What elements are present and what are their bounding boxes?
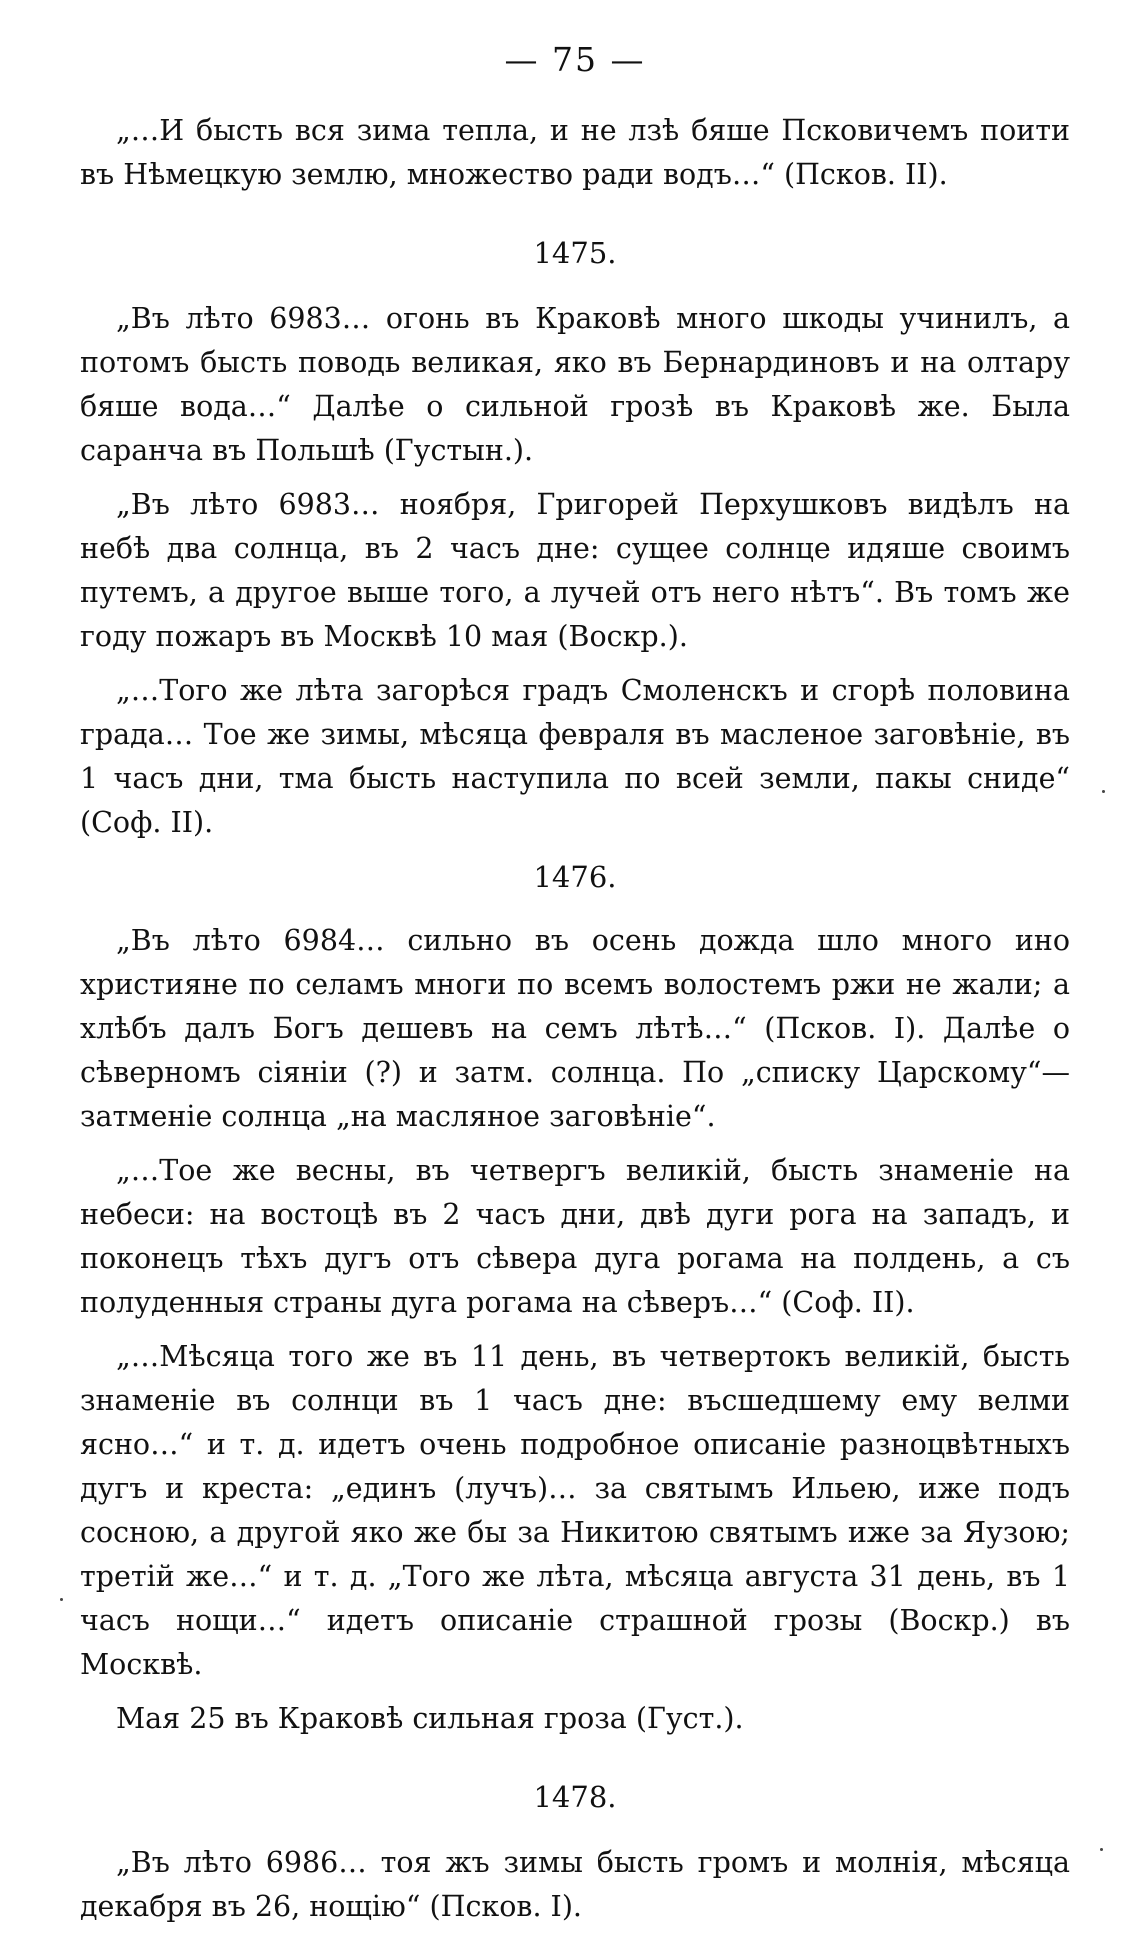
year-heading: 1476. [533, 860, 617, 894]
paragraph: „Въ лѣто 6986… тоя жъ зимы бысть громъ и молнія, мѣсяца декабря въ 26, нощію“ (Псков. I). [80, 1846, 1070, 1923]
paragraph: Мая 25 въ Краковѣ сильная гроза (Густ.). [116, 1702, 744, 1735]
scan-speck [1100, 1848, 1103, 1851]
paragraph: „Въ лѣто 6984… сильно въ осень дожда шло много ино християне по селамъ многи по всемъ волостемъ ржи не жали; а хлѣбъ далъ Богъ дешевъ на семъ лѣтѣ…“ (Псков. I). Далѣе о сѣверномъ сіяніи (?) и затм. солнца. По „списку Царскому“—затменіе солнца „на масляное заговѣніе“. [80, 924, 1070, 1133]
paragraph: „Въ лѣто 6983… огонь въ Краковѣ много шкоды учинилъ, а потомъ бысть поводь великая, яко въ Бернардиновъ и на олтару бяше вода…“ Далѣе о сильной грозѣ въ Краковѣ же. Была саранча въ Польшѣ (Густын.). [80, 302, 1070, 467]
paragraph: „…И бысть вся зима тепла, и не лзѣ бяше Псковичемъ поити въ Нѣмецкую землю, множество ради водъ…“ (Псков. II). [80, 114, 1070, 191]
paragraph: „…Мѣсяца того же въ 11 день, въ четвертокъ великій, бысть знаменіе въ солнци въ 1 часъ дне: въсшедшему ему велми ясно…“ и т. д. идетъ очень подробное описаніе разноцвѣтныхъ дугъ и креста: „единъ (лучъ)… за святымъ Ильею, иже подъ сосною, а другой яко же бы за Никитою святымъ иже за Яузою; третій же…“ и т. д. „Того же лѣта, мѣсяца августа 31 день, въ 1 часъ нощи…“ идетъ описаніе страшной грозы (Воскр.) въ Москвѣ. [80, 1340, 1070, 1681]
paragraph: „Въ лѣто 6983… ноября, Григорей Перхушковъ видѣлъ на небѣ два солнца, въ 2 часъ дне: сущее солнце идяше своимъ путемъ, а другое выше того, а лучей отъ него нѣтъ“. Въ томъ же году пожаръ въ Москвѣ 10 мая (Воскр.). [80, 488, 1070, 653]
page-number: — 75 — [504, 40, 646, 79]
scan-speck [1102, 790, 1105, 793]
year-heading: 1478. [533, 1780, 617, 1814]
paragraph: „…Тое же весны, въ четвергъ великій, бысть знаменіе на небеси: на востоцѣ въ 2 часъ дни, двѣ дуги рога на западъ, и поконецъ тѣхъ дугъ отъ сѣвера дуга рогама на полдень, а съ полуденныя страны дуга рогама на сѣверъ…“ (Соф. II). [80, 1154, 1070, 1319]
scan-speck [60, 1598, 63, 1601]
paragraph: „…Того же лѣта загорѣся градъ Смоленскъ и сгорѣ половина града… Тое же зимы, мѣсяца февраля въ масленое заговѣніе, въ 1 часъ дни, тма бысть наступила по всей земли, пакы сниде“ (Соф. II). [80, 674, 1070, 839]
document-page [80, 40, 1070, 1939]
year-heading: 1475. [533, 236, 617, 270]
